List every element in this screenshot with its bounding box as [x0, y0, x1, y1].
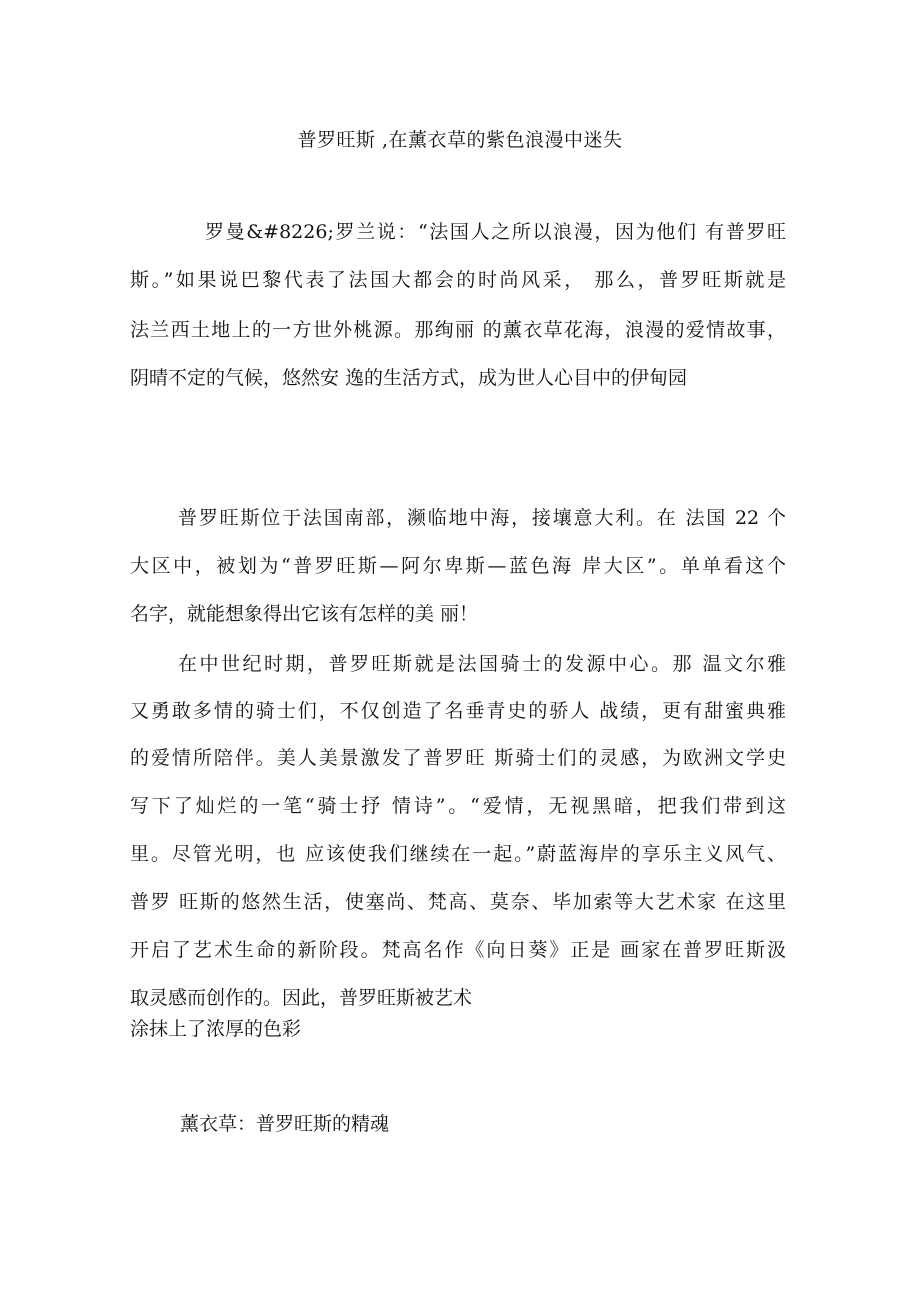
paragraph3-line-2: 又勇敢多情的骑士们，不仅创造了名垂青史的骄人 战绩，更有甜蜜典雅: [130, 700, 786, 722]
paragraph3-line-9: 涂抹上了浓厚的色彩: [130, 1018, 302, 1040]
section-heading: 薰衣草：普罗旺斯的精魂: [180, 1113, 390, 1135]
paragraph3-line-4: 写下了灿烂的一笔“骑士抒 情诗”。“爱情，无视黑暗，把我们带到这: [130, 795, 786, 817]
document-title: 普罗旺斯 ,在薰衣草的紫色浪漫中迷失: [297, 129, 623, 151]
paragraph1-line-1: 罗曼&#8226;罗兰说：“法国人之所以浪漫，因为他们 有普罗旺: [205, 221, 786, 243]
paragraph1-line-4: 阴晴不定的气候，悠然安 逸的生活方式，成为世人心目中的伊甸园: [130, 367, 688, 389]
paragraph2-line-2: 大区中，被划为“普罗旺斯—阿尔卑斯—蓝色海 岸大区”。单单看这个: [130, 555, 786, 577]
paragraph2-line-3: 名字，就能想象得出它该有怎样的美 丽！: [130, 603, 479, 625]
paragraph3-line-3: 的爱情所陪伴。美人美景激发了普罗旺 斯骑士们的灵感，为欧洲文学史: [130, 747, 786, 769]
paragraph3-line-7: 开启了艺术生命的新阶段。梵高名作《向日葵》正是 画家在普罗旺斯汲: [130, 939, 786, 961]
paragraph3-line-6: 普罗 旺斯的悠然生活，使塞尚、梵高、莫奈、毕加索等大艺术家 在这里: [130, 891, 786, 913]
paragraph1-line-2: 斯。”如果说巴黎代表了法国大都会的时尚风采， 那么，普罗旺斯就是: [130, 269, 786, 291]
paragraph3-line-8: 取灵感而创作的。因此，普罗旺斯被艺术: [130, 987, 473, 1009]
paragraph3-line-1: 在中世纪时期，普罗旺斯就是法国骑士的发源中心。那 温文尔雅: [178, 653, 786, 675]
paragraph2-line-1: 普罗旺斯位于法国南部，濒临地中海，接壤意大利。在 法国 22 个: [178, 507, 786, 529]
paragraph3-line-5: 里。尽管光明，也 应该使我们继续在一起。”蔚蓝海岸的享乐主义风气、: [130, 843, 786, 865]
paragraph1-line-3: 法兰西土地上的一方世外桃源。那绚丽 的薰衣草花海，浪漫的爱情故事，: [130, 319, 786, 341]
